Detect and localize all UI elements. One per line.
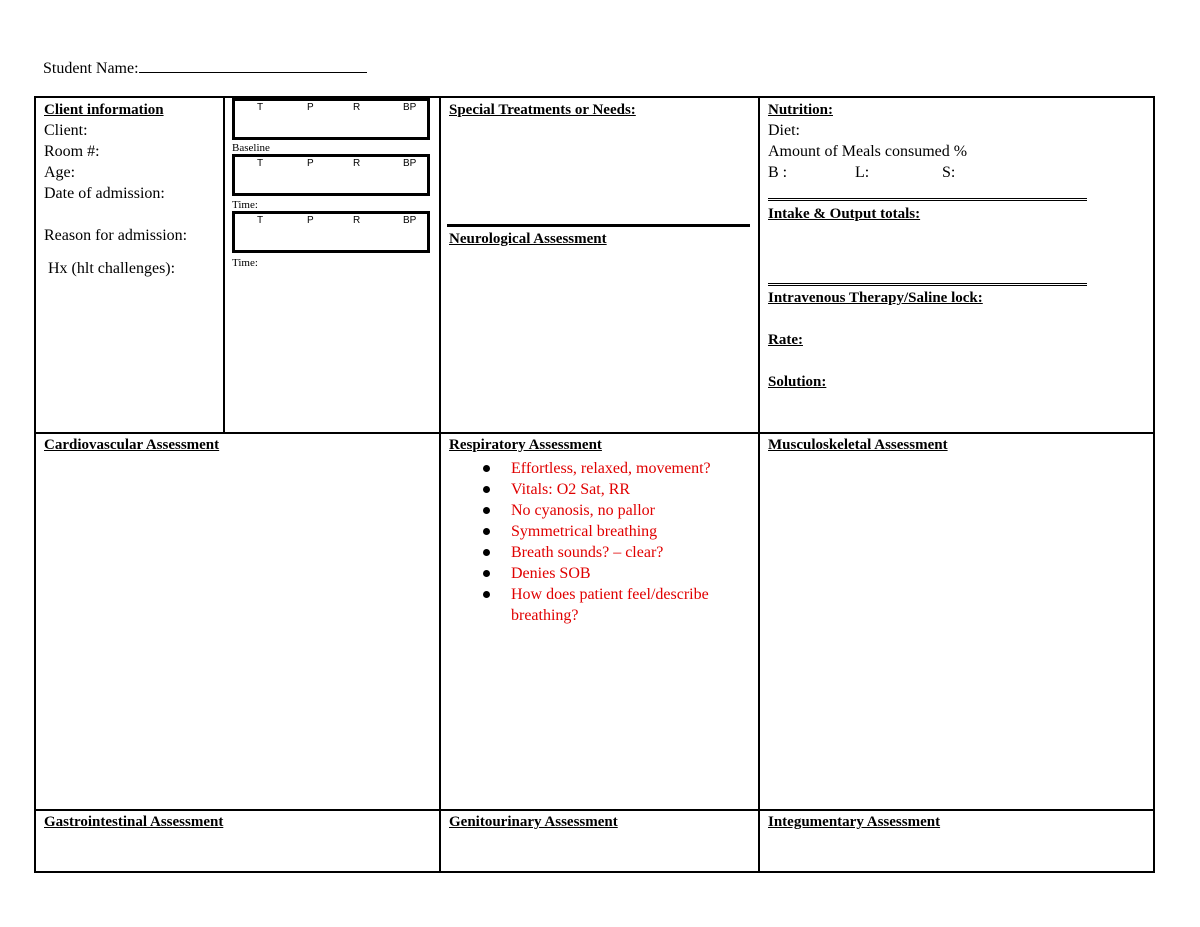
nutrition-heading: Nutrition:	[768, 102, 833, 118]
genitourinary-section	[449, 812, 618, 832]
list-item	[483, 584, 733, 626]
gastrointestinal-section	[44, 812, 223, 832]
meals-bls-row	[768, 162, 1098, 183]
gastrointestinal-heading: Gastrointestinal Assessment	[44, 814, 224, 830]
supper-label: S:	[942, 164, 956, 181]
respiratory-item-text: Effortless, relaxed, movement?	[511, 460, 711, 477]
client-field: Client:	[44, 122, 88, 139]
room-field: Room #:	[44, 143, 100, 160]
client-info-heading: Client information	[44, 102, 164, 118]
intake-output-section	[768, 204, 920, 224]
vital-r-header: R	[353, 102, 361, 113]
meals-consumed-field: Amount of Meals consumed %	[768, 143, 968, 160]
reason-admission-field: Reason for admission:	[44, 227, 188, 244]
vital-bp-header: BP	[403, 102, 417, 113]
vital-p-header: P	[307, 215, 314, 226]
student-name-row	[43, 57, 367, 79]
vitals-box-3[interactable]	[232, 211, 430, 253]
list-item	[483, 458, 733, 479]
bullet-icon	[483, 549, 490, 556]
breakfast-label: B :	[768, 164, 788, 181]
vitals-section	[232, 98, 432, 278]
list-item	[483, 500, 733, 521]
vitals-box-1[interactable]	[232, 98, 430, 140]
intake-divider	[768, 283, 1087, 286]
hx-field: Hx (hlt challenges):	[48, 260, 176, 277]
respiratory-item-text: Breath sounds? – clear?	[511, 544, 664, 561]
respiratory-checklist	[483, 458, 733, 626]
respiratory-item-text: No cyanosis, no pallor	[511, 502, 655, 519]
divider-col1	[439, 98, 441, 873]
special-treatments-section	[449, 100, 636, 120]
student-name-line[interactable]	[139, 57, 367, 73]
baseline-label: Baseline	[232, 142, 270, 154]
bullet-icon	[483, 591, 490, 598]
special-neuro-divider	[447, 224, 750, 227]
nutrition-divider	[768, 198, 1087, 201]
divider-client-vitals	[223, 98, 225, 432]
integumentary-heading: Integumentary Assessment	[768, 814, 941, 830]
divider-row1	[36, 432, 1153, 434]
respiratory-item-text: Denies SOB	[511, 565, 591, 582]
vital-r-header: R	[353, 215, 361, 226]
vital-t-header: T	[257, 158, 264, 169]
vital-bp-header: BP	[403, 215, 417, 226]
diet-field: Diet:	[768, 122, 800, 139]
cardio-heading: Cardiovascular Assessment	[44, 437, 220, 453]
iv-rate-label: Rate:	[768, 332, 803, 348]
respiratory-section	[449, 435, 754, 805]
iv-solution-label: Solution:	[768, 374, 827, 390]
iv-heading: Intravenous Therapy/Saline lock:	[768, 290, 983, 306]
respiratory-item-text: Symmetrical breathing	[511, 523, 658, 540]
neuro-section	[449, 229, 607, 249]
vital-t-header: T	[257, 215, 264, 226]
lunch-label: L:	[855, 164, 870, 181]
bullet-icon	[483, 528, 490, 535]
time-label-1: Time:	[232, 199, 258, 211]
client-info-section	[44, 100, 187, 279]
age-field: Age:	[44, 164, 76, 181]
intake-output-heading: Intake & Output totals:	[768, 206, 921, 222]
bullet-icon	[483, 507, 490, 514]
vital-p-header: P	[307, 158, 314, 169]
respiratory-item-text: Vitals: O2 Sat, RR	[511, 481, 631, 498]
nutrition-section	[768, 100, 1098, 183]
neuro-heading: Neurological Assessment	[449, 231, 607, 247]
integumentary-section	[768, 812, 940, 832]
vital-bp-header: BP	[403, 158, 417, 169]
list-item	[483, 542, 733, 563]
musculoskeletal-heading: Musculoskeletal Assessment	[768, 437, 948, 453]
list-item	[483, 479, 733, 500]
bullet-icon	[483, 486, 490, 493]
vitals-box-2[interactable]	[232, 154, 430, 196]
list-item	[483, 563, 733, 584]
list-item	[483, 521, 733, 542]
musculoskeletal-section	[768, 435, 948, 455]
genitourinary-heading: Genitourinary Assessment	[449, 814, 618, 830]
bullet-icon	[483, 570, 490, 577]
respiratory-item-text: How does patient feel/describe breathing?	[511, 586, 709, 624]
vital-p-header: P	[307, 102, 314, 113]
cardio-section	[44, 435, 219, 455]
admission-date-field: Date of admission:	[44, 185, 165, 202]
bullet-icon	[483, 465, 490, 472]
time-label-2: Time:	[232, 257, 258, 269]
student-name-label: Student Name:	[43, 60, 139, 77]
vital-r-header: R	[353, 158, 361, 169]
iv-section	[768, 288, 983, 392]
divider-row2	[36, 809, 1153, 811]
divider-col2	[758, 98, 760, 873]
respiratory-heading: Respiratory Assessment	[449, 437, 602, 453]
special-treatments-heading: Special Treatments or Needs:	[449, 102, 636, 118]
assessment-grid	[34, 96, 1155, 873]
vital-t-header: T	[257, 102, 264, 113]
